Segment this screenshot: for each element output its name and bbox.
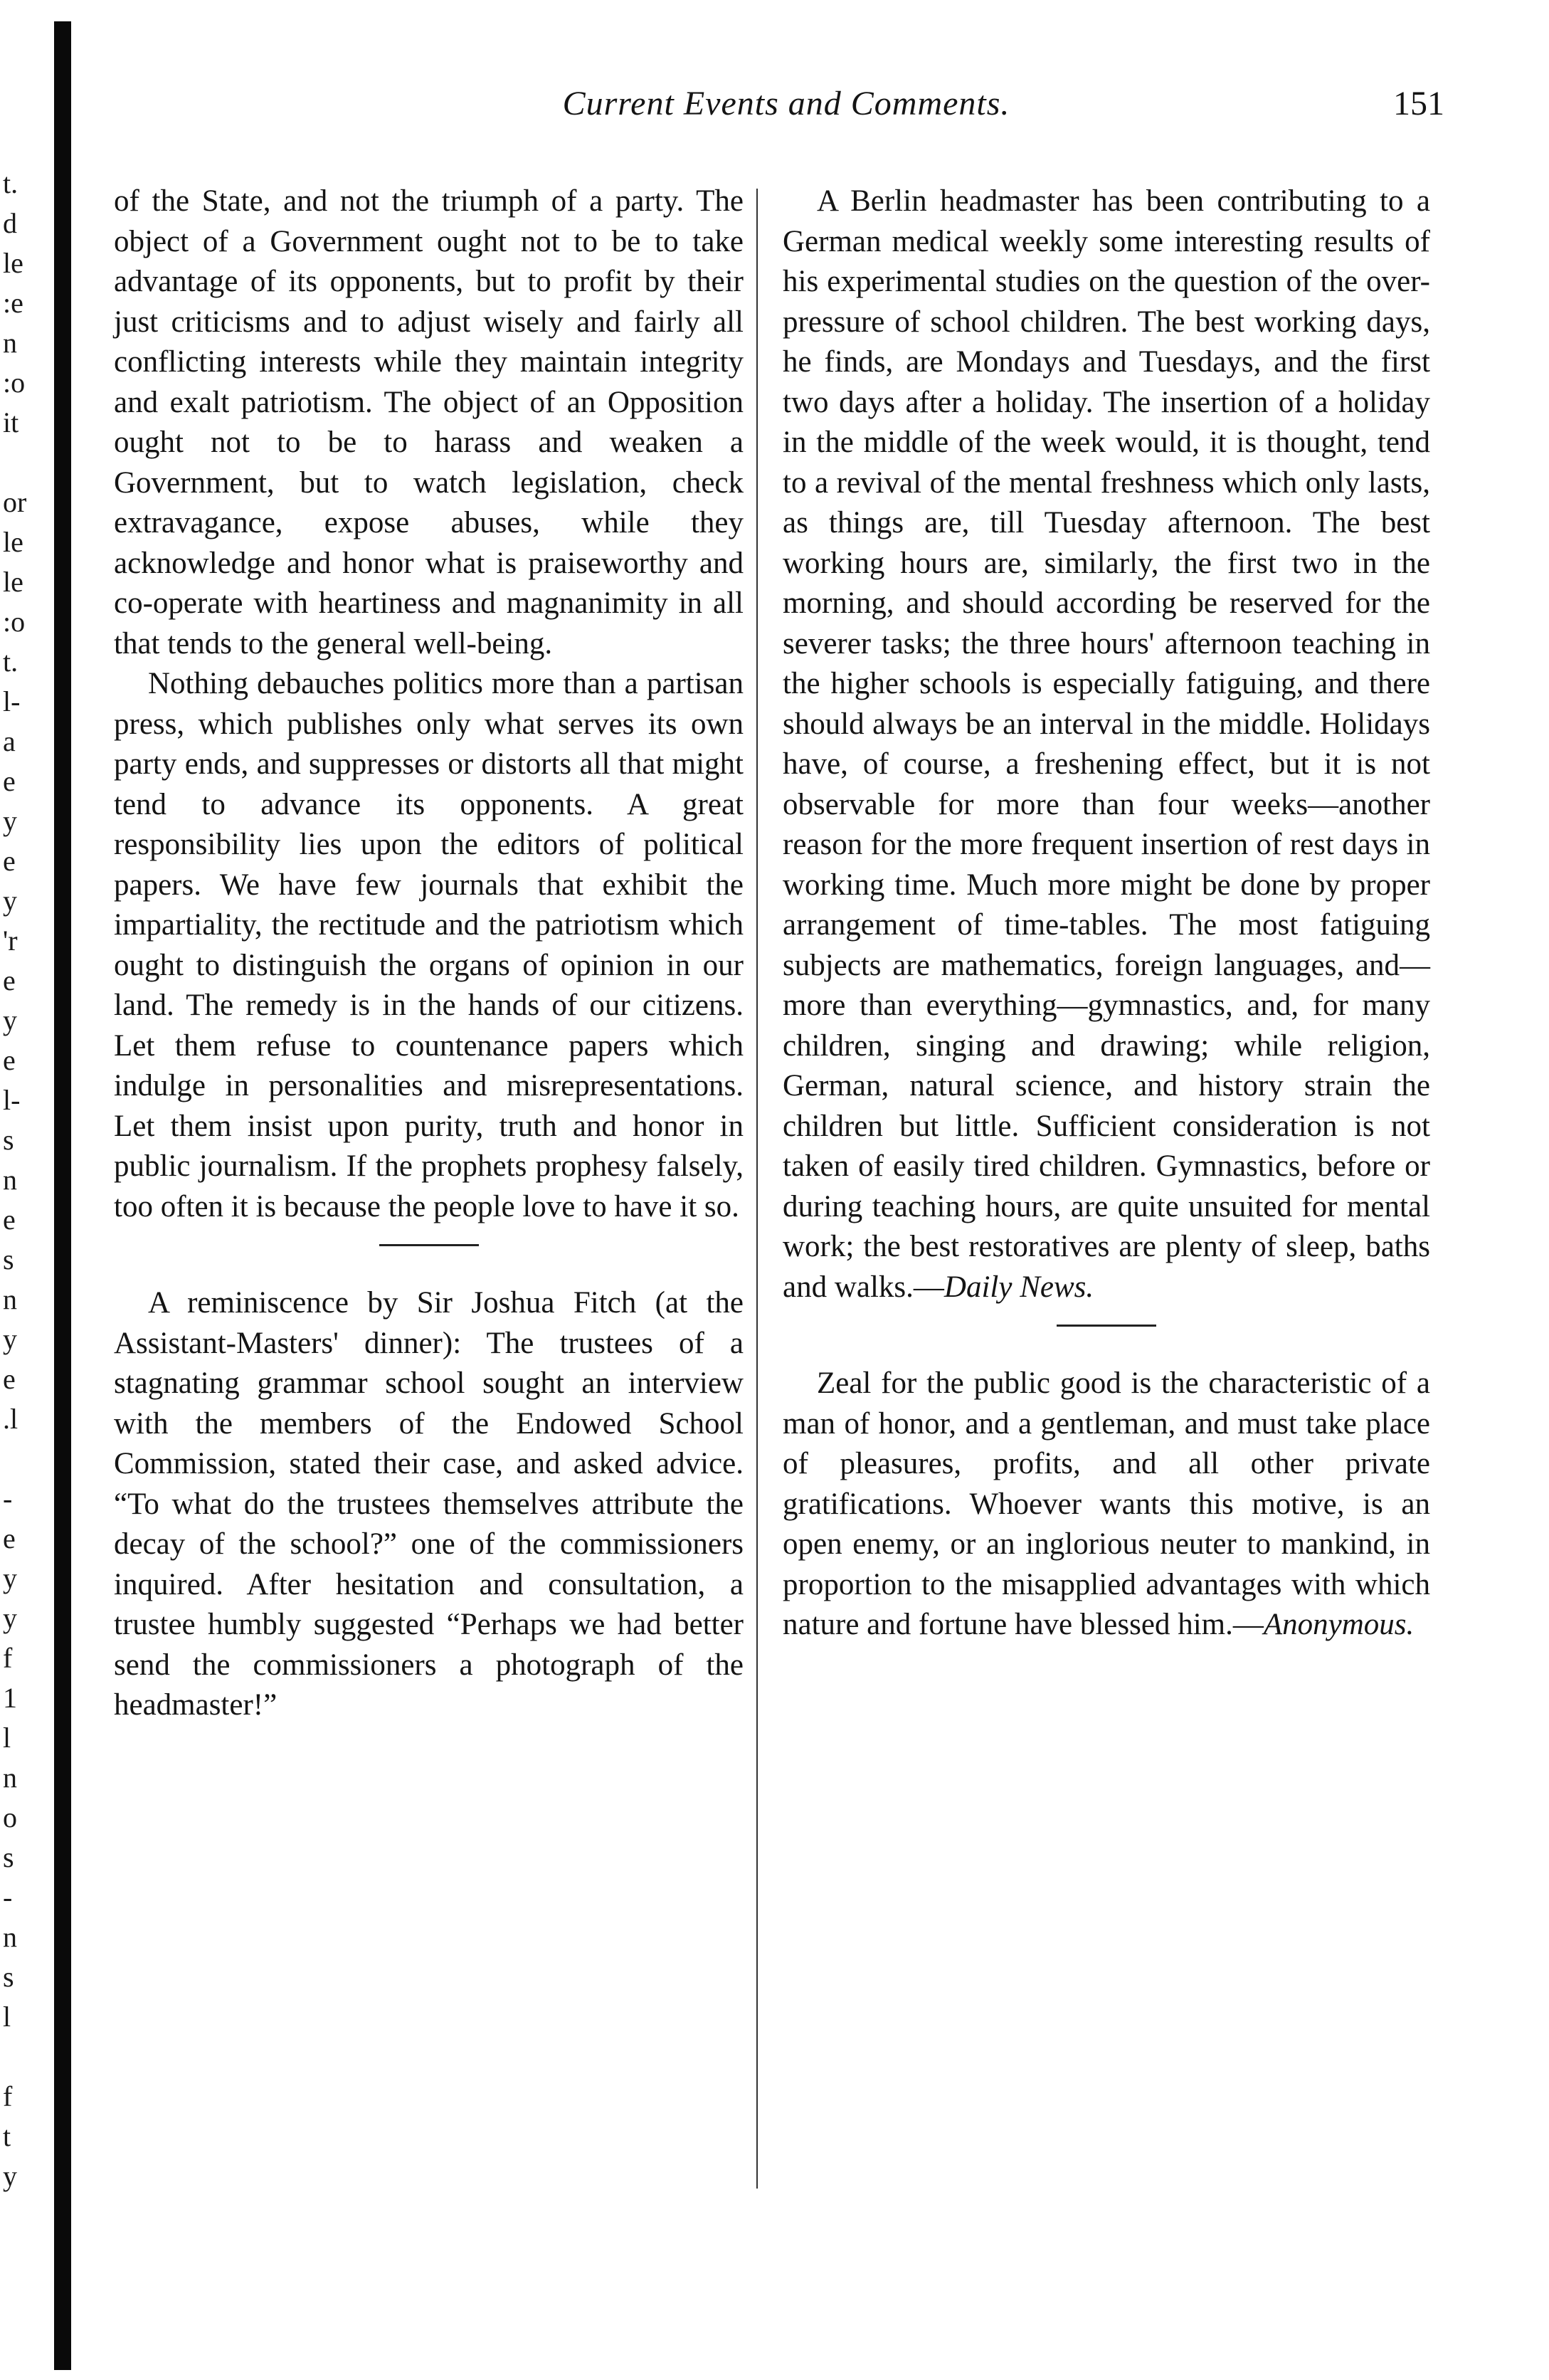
- margin-fragment: l: [3, 1722, 11, 1754]
- margin-fragment: s: [3, 1124, 14, 1156]
- margin-fragment: [3, 2037, 47, 2077]
- margin-fragment: -: [3, 1881, 13, 1913]
- margin-fragment: :o: [3, 367, 26, 399]
- paragraph-zeal-public-good: [783, 1364, 1430, 1646]
- margin-fragment: o: [3, 1801, 17, 1833]
- page-header: [114, 84, 1459, 141]
- margin-fragment: f: [3, 2080, 13, 2112]
- paragraph-berlin-headmaster: [783, 181, 1430, 1307]
- margin-fragment: .l: [3, 1403, 18, 1435]
- margin-fragment: 1: [3, 1682, 17, 1714]
- margin-fragment: n: [3, 1164, 17, 1196]
- margin-fragment: 'r: [3, 925, 18, 957]
- margin-fragment: l-: [3, 685, 21, 717]
- running-head: Current Events and Comments.: [562, 85, 1010, 122]
- margin-fragment: e: [3, 845, 16, 877]
- right-column: [783, 181, 1430, 1646]
- margin-fragment: l-: [3, 1084, 21, 1116]
- margin-fragment: [3, 443, 47, 483]
- page-spine-shadow: [54, 21, 71, 2370]
- margin-fragment: e: [3, 1044, 16, 1076]
- facing-page-margin-fragments: [3, 164, 47, 2196]
- paragraph-fitch-reminiscence: A reminiscence by Sir Joshua Fitch (at the Assistant-Masters' dinner): The trustees of a stagnating grammar school sought an interview with the members of the Endowed School Commission, stated their case, and asked advice. “To what do the trustees themselves attribute the decay of the school?” one of the commissioners inquired. After hesitation and consultation, a trustee humbly suggested “Perhaps we had better send the commissioners a photograph of the headmaster!”: [114, 1286, 744, 1722]
- section-rule: [1057, 1325, 1156, 1327]
- margin-fragment: y: [3, 1562, 17, 1594]
- margin-fragment: y: [3, 885, 17, 917]
- margin-fragment: y: [3, 805, 17, 837]
- margin-fragment: or: [3, 486, 27, 518]
- margin-fragment: y: [3, 1602, 17, 1634]
- margin-fragment: t.: [3, 167, 18, 199]
- margin-fragment: t.: [3, 646, 18, 678]
- margin-fragment: e: [3, 1204, 16, 1236]
- margin-fragment: :o: [3, 606, 26, 638]
- margin-fragment: e: [3, 1363, 16, 1395]
- margin-fragment: y: [3, 1323, 17, 1355]
- paragraph-partisan-press: Nothing debauches politics more than a partisan press, which publishes only what serves its own party ends, and suppresses or distorts all that might tend to advance its opponents. A great responsibility lies upon the editors of political papers. We have few journals that exhibit the impartiality, the rectitude and the patriotism which ought to distinguish the organs of opinion in our land. The remedy is in the hands of our citizens. Let them refuse to countenance papers which indulge in personalities and misrepresentations. Let them insist upon purity, truth and honor in public journalism. If the prophets prophesy falsely, too often it is because the people love to have it so.: [114, 667, 744, 1223]
- margin-fragment: s: [3, 1841, 14, 1873]
- margin-fragment: y: [3, 1004, 17, 1036]
- margin-fragment: it: [3, 406, 19, 438]
- margin-fragment: l: [3, 2001, 11, 2033]
- column-divider: [756, 189, 758, 2189]
- margin-fragment: e: [3, 964, 16, 996]
- margin-fragment: le: [3, 247, 23, 279]
- margin-fragment: :e: [3, 287, 23, 319]
- paragraph-government-opposition: of the State, and not the triumph of a party. The object of a Government ought not to be to take advantage of its opponents, but to profit by their just criticisms and to adjust wisely and fairly all conflicting interests while they maintain integrity and exalt patriotism. The object of an Opposition ought not to be to harass and weaken a Government, but to watch legislation, check extravagance, expose abuses, while they acknowledge and honor what is praiseworthy and co-operate with heartiness and magnanimity in all that tends to the general well-being.: [114, 184, 744, 660]
- margin-fragment: n: [3, 1921, 17, 1953]
- attribution-daily-news: Daily News.: [943, 1270, 1094, 1304]
- margin-fragment: n: [3, 1762, 17, 1794]
- margin-fragment: -: [3, 1483, 13, 1515]
- margin-fragment: d: [3, 207, 17, 239]
- attribution-anonymous: Anonymous.: [1263, 1608, 1415, 1641]
- margin-fragment: a: [3, 725, 16, 757]
- margin-fragment: s: [3, 1961, 14, 1993]
- margin-fragment: e: [3, 765, 16, 797]
- margin-fragment: t: [3, 2120, 11, 2152]
- berlin-headmaster-text: A Berlin headmaster has been contributing to a German medical weekly some interesting results of his experimental studies on the question of the over-pressure of school children. The best working days, he finds, are Mondays and Tuesdays, and the first two days after a holiday. The insertion of a holiday in the middle of the week would, it is thought, tend to a revival of the mental freshness which only lasts, as things are, till Tuesday afternoon. The best working hours are, similarly, the first two in the morning, and should according be reserved for the severer tasks; the three hours' afternoon teaching in the higher schools is especially fatiguing, and there should always be an interval in the middle. Holidays have, of course, a freshening effect, but it is not observable for more than four weeks—another reason for the more frequent insertion of rest days in working time. Much more might be done by proper arrangement of time-tables. The most fatiguing subjects are mathematics, foreign languages, and—more than everything—gymnastics, and, for many children, singing and drawing; while religion, German, natural science, and history strain the children but little. Sufficient consideration is not taken of easily tired children. Gymnastics, before or during teaching hours, are quite unsuited for mental work; the best restoratives are plenty of sleep, baths and walks.—: [783, 184, 1430, 1304]
- margin-fragment: e: [3, 1522, 16, 1554]
- margin-fragment: le: [3, 526, 23, 558]
- margin-fragment: s: [3, 1243, 14, 1275]
- left-column: [114, 181, 744, 1726]
- margin-fragment: n: [3, 1283, 17, 1315]
- section-rule: [379, 1244, 479, 1246]
- margin-fragment: y: [3, 2160, 17, 2192]
- margin-fragment: f: [3, 1642, 13, 1674]
- page-number: 151: [1393, 85, 1444, 122]
- margin-fragment: n: [3, 327, 17, 359]
- margin-fragment: [3, 1439, 47, 1479]
- margin-fragment: le: [3, 566, 23, 598]
- zeal-text: Zeal for the public good is the characteristic of a man of honor, and a gentleman, and must take place of pleasures, profits, and all other private gratifications. Whoever wants this motive, is an open enemy, or an inglorious neuter to mankind, in proportion to the misapplied advantages with which nature and fortune have blessed him.—: [783, 1367, 1430, 1641]
